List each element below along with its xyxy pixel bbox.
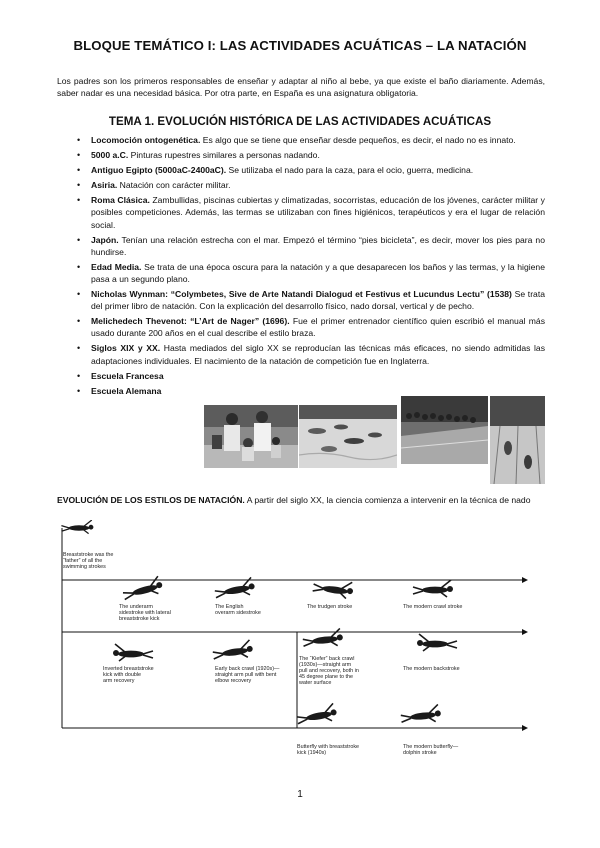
item-lead: Edad Media. — [91, 261, 142, 272]
stroke-evolution-diagram — [57, 520, 547, 782]
item-text: Pinturas rupestres similares a personas nadando. — [128, 150, 320, 161]
item-text: Se trata del primer libro de natación. Con la explicación del desarrollo físico, nado dorsal, vertical y de pecho. — [91, 289, 546, 312]
list-item — [57, 315, 545, 339]
bullet: • — [77, 150, 81, 161]
list-item — [57, 164, 545, 176]
section-heading: TEMA 1. EVOLUCIÓN HISTÓRICA DE LAS ACTIVIDADES ACUÁTICAS — [108, 115, 492, 128]
item-text: Natación con carácter militar. — [117, 180, 231, 191]
item-lead: 5000 a.C. — [91, 150, 129, 161]
item-lead: Antiguo Egipto (5000aC-2400aC). — [91, 165, 227, 176]
item-lead: Asiria. — [91, 180, 118, 191]
item-text: Hasta mediados del siglo XX se reproducían las técnicas más eficaces, no siendo admitidas las adaptaciones individuales. El nacimiento de la natación de competición fue en Inglaterra. — [91, 343, 545, 366]
list-item — [57, 342, 545, 366]
caption-modern-butterfly: The modern butterfly— dolphin stroke — [403, 744, 459, 756]
caption-kiefer-back-crawl: The “Kiefer” back crawl (1930s)—straight arm pull and recovery, both in 45 degree plane to the water surface — [299, 656, 359, 686]
intro-paragraph: Los padres son los primeros responsables de enseñar y adaptar al niño al bebe, ya que existe el baño diariamente. Además, saber nadar es una necesidad básica. Por otra parte, en España es una asignatura obligatoria. — [57, 76, 545, 99]
item-lead: Siglos XIX y XX. — [91, 343, 161, 354]
document-title: BLOQUE TEMÁTICO I: LAS ACTIVIDADES ACUÁTICAS – LA NATACIÓN — [73, 38, 527, 53]
list-item — [57, 385, 545, 397]
swimmer-illustration-modern-backstroke — [417, 634, 457, 651]
swimmer-illustration-kiefer-back-crawl — [302, 628, 344, 649]
bullet: • — [77, 343, 81, 354]
list-item — [57, 234, 545, 258]
bullet: • — [77, 289, 81, 300]
bullet: • — [77, 316, 81, 327]
caption-early-back-crawl: Early back crawl (1920s)— straight arm pull with bent elbow recovery — [215, 666, 280, 684]
evolution-text: A partir del siglo XX, la ciencia comienza a intervenir en la técnica de nado — [244, 495, 531, 505]
swimmer-illustration-early-back-crawl — [212, 640, 254, 662]
caption-butterfly-breaststroke-kick: Butterfly with breaststroke kick (1940s) — [297, 744, 360, 756]
evolution-heading: EVOLUCIÓN DE LOS ESTILOS DE NATACIÓN. — [57, 495, 245, 505]
caption-modern-crawl: The modern crawl stroke — [403, 604, 463, 610]
bullet: • — [77, 261, 81, 272]
item-lead: Nicholas Wynman: “Colymbetes, Sive de Arte Natandi Dialogud et Festivus et Lucundus Lectu” (1538) — [91, 289, 512, 300]
list-item — [57, 288, 545, 312]
caption-inverted-breaststroke: Inverted breaststroke kick with double arm recovery — [103, 666, 154, 684]
list-item — [57, 370, 545, 382]
item-lead: Locomoción ontogenética. — [91, 135, 201, 145]
photo-pool-lanes — [490, 396, 545, 484]
item-text: Se utilizaba el nado para la caza, para el ocio, guerra, medicina. — [226, 165, 474, 176]
page-number: 1 — [297, 789, 303, 800]
list-item — [57, 134, 545, 146]
swimmer-illustration-overarm — [214, 577, 256, 601]
list-item — [57, 194, 545, 230]
item-lead: Escuela Alemana — [91, 385, 162, 396]
photo-poolside-crowd — [401, 396, 488, 464]
bullet: • — [77, 195, 81, 206]
caption-underarm-sidestroke: The underarm sidestroke with lateral breaststroke kick — [119, 604, 171, 622]
swimmer-illustration-breaststroke — [61, 520, 93, 534]
evolution-paragraph — [57, 494, 545, 507]
item-text: Fue el primer entrenador científico quien escribió el manual más usado durante 200 años en el cual describe el estilo braza. — [91, 316, 545, 339]
item-lead: Melichedech Thevenot: “L’Art de Nager” (1696). — [91, 316, 290, 327]
swimmer-illustration-crawl — [413, 580, 453, 597]
bullet: • — [77, 180, 81, 191]
item-text: Es algo que se tiene que enseñar desde pequeños, es decir, el nado no es innato. — [200, 135, 516, 145]
swimmer-illustration-inverted-breaststroke — [113, 644, 153, 661]
bullet: • — [77, 135, 81, 145]
history-list — [57, 134, 545, 400]
caption-breaststroke-father: Breaststroke was the “father” of all the swimming strokes — [63, 552, 114, 570]
caption-english-overarm: The English overarm sidestroke — [215, 604, 261, 616]
bullet: • — [77, 165, 81, 176]
item-lead: Roma Clásica. — [91, 195, 150, 206]
bullet: • — [77, 234, 81, 245]
photo-pool-swimmers — [299, 405, 397, 468]
list-item — [57, 149, 545, 161]
list-item — [57, 179, 545, 191]
caption-trudgen: The trudgen stroke — [307, 604, 353, 610]
bullet: • — [77, 385, 81, 396]
swimmer-illustration-modern-butterfly — [400, 704, 442, 725]
item-lead: Japón. — [91, 234, 119, 245]
swimmer-illustration-butterfly — [296, 703, 338, 727]
item-lead: Escuela Francesa — [91, 370, 164, 381]
bullet: • — [77, 370, 81, 381]
item-text: Zambullidas, piscinas cubiertas y climatizadas, socorristas, educación de los jóvenes, carácter militar y posibles competiciones. Además, las termas se utilizaban con fines higiénicos, terapéuticos y era el lugar de relación social. — [91, 195, 545, 230]
photo-swimming-lesson — [204, 405, 298, 468]
item-text: Tenían una relación estrecha con el mar. Empezó el término “pies bicicleta”, es decir, mover los pies para no hundirse. — [91, 234, 545, 257]
caption-modern-backstroke: The modern backstroke — [403, 666, 460, 672]
item-text: Se trata de una época oscura para la natación y a que desaparecen los baños y las termas, y la higiene pasa a un segundo plano. — [91, 261, 545, 284]
list-item — [57, 261, 545, 285]
